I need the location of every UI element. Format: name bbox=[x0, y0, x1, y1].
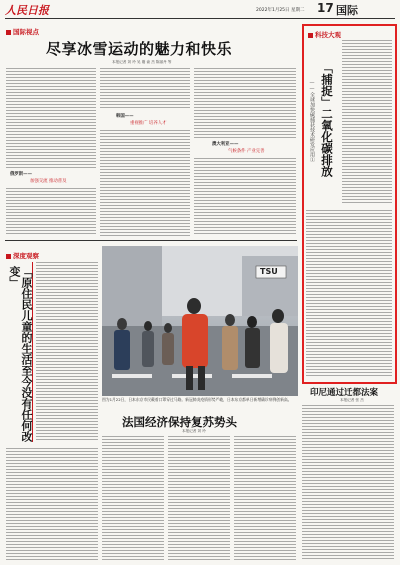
bottom-center-headline: 法国经济保持复苏势头 bbox=[122, 415, 237, 429]
top-byline: 本报记者 刘 玲 吴 刚 俞 杰 陈丽丹 等 bbox=[112, 60, 172, 64]
text-block bbox=[194, 68, 296, 138]
subhead-korea: 韩国—— bbox=[116, 114, 134, 119]
page-number: 17 bbox=[317, 1, 334, 15]
section-label-world-view: 国际视点 bbox=[6, 27, 39, 36]
subhead-korea-title: 重视推广 培养人才 bbox=[130, 121, 167, 126]
side-headline: 「捕捉」二氧化碳排放 bbox=[320, 62, 334, 177]
text-block bbox=[194, 158, 296, 236]
text-block bbox=[306, 210, 392, 378]
page-section: 国际 bbox=[336, 4, 358, 17]
subhead-russia: 俄罗斯—— bbox=[10, 172, 32, 177]
masthead-rule bbox=[5, 18, 395, 19]
masthead bbox=[0, 0, 400, 18]
text-block bbox=[302, 405, 394, 560]
top-headline: 尽享冰雪运动的魅力和快乐 bbox=[46, 40, 233, 58]
side-subhead: ——全球加快碳捕获技术研发应用① bbox=[309, 80, 315, 162]
section-label-deep: 深度观察 bbox=[6, 251, 39, 260]
section-label-tech: 科技大观 bbox=[308, 30, 341, 39]
text-block bbox=[102, 436, 164, 560]
subhead-russia-title: 加强交流 推动普及 bbox=[30, 179, 67, 184]
text-block bbox=[6, 188, 96, 236]
subhead-australia: 澳大利亚—— bbox=[212, 142, 239, 147]
text-block bbox=[6, 68, 96, 168]
text-block bbox=[100, 130, 190, 236]
store-sign: TSU bbox=[260, 267, 278, 276]
bottom-right-byline: 本报记者 张 杰 bbox=[340, 398, 364, 402]
photo-caption: 图为1月22日，日本东京市民戴着口罩穿过马路。新冠肺炎疫情形势严峻，日本东京都单日新增确诊病例创新高。 bbox=[102, 397, 292, 402]
text-block bbox=[100, 68, 190, 108]
text-block bbox=[168, 436, 230, 560]
bottom-right-headline: 印尼通过迁都法案 bbox=[310, 388, 379, 398]
bottom-center-byline: 本报记者 刘 玲 bbox=[182, 429, 206, 433]
text-block bbox=[342, 40, 392, 205]
newspaper-logo: 人民日报 bbox=[5, 4, 49, 17]
vertical-headline: 「原住民儿童的生活至今没有任何改变」 bbox=[8, 266, 33, 442]
text-block bbox=[36, 262, 98, 442]
text-block bbox=[234, 436, 296, 560]
divider bbox=[5, 240, 297, 241]
text-block bbox=[6, 448, 98, 560]
issue-date: 2022年1月25日 星期二 bbox=[256, 8, 305, 13]
news-photo bbox=[102, 246, 298, 396]
subhead-australia-title: 气候条件 产业完善 bbox=[228, 149, 265, 154]
